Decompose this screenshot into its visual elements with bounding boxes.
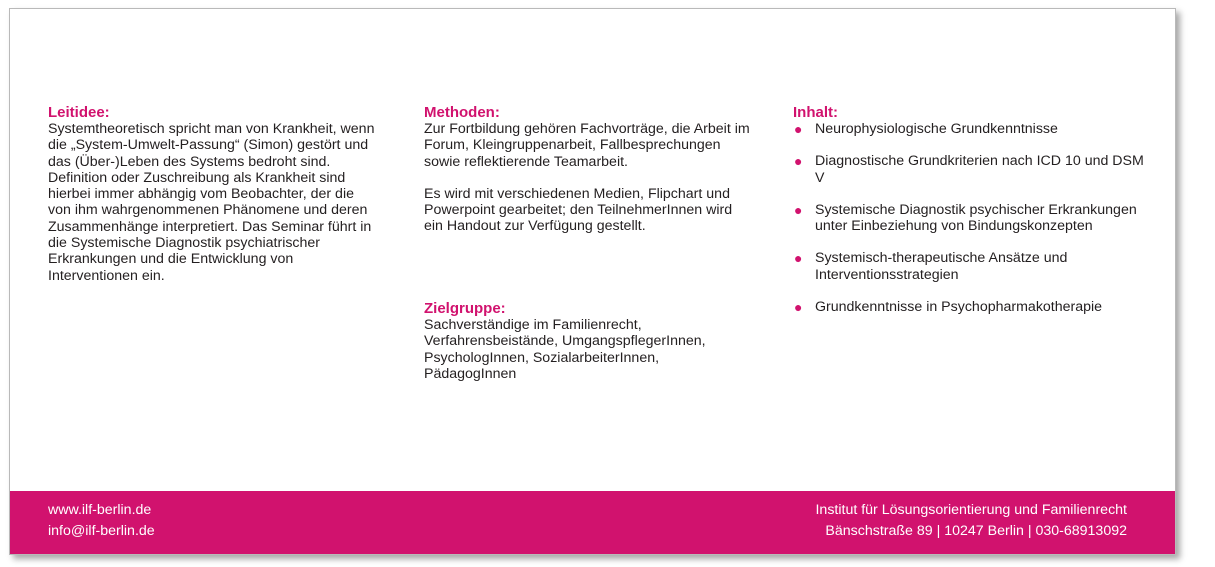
- institute-name: Institut für Lösungsorientierung und Familienrecht: [815, 502, 1127, 518]
- footer-address-block: [815, 500, 1127, 542]
- bullet-icon: ●: [794, 153, 803, 170]
- inhalt-section: [793, 105, 1153, 331]
- bullet-icon: ●: [794, 201, 803, 218]
- leitidee-text: Systemtheoretisch spricht man von Krankheit, wenn die „System-Umwelt-Passung“ (Simon) gestört und das (Über-)Leben des Systems bedroht sind. Definition oder Zuschreibung als Krankheit sind hierbei immer abhängig vom Beobachter, der die von ihm wahrgenommenen Phänomene und deren Zusammenhänge interpretiert. Das Seminar führt in die Systemische Diagnostik psychiatrischer Erkrankungen und die Entwicklung von Interventionen ein.: [48, 121, 375, 284]
- list-item-text: Systemische Diagnostik psychischer Erkrankungen unter Einbeziehung von Bindungskonzepten: [815, 201, 1137, 235]
- list-item-text: Neurophysiologische Grundkenntnisse: [815, 121, 1058, 137]
- zielgruppe-text: Sachverständige im Familienrecht, Verfahrensbeistände, UmgangspflegerInnen, PsychologInnen, SozialarbeiterInnen, PädagogInnen: [424, 317, 706, 382]
- leitidee-heading: Leitidee:: [48, 104, 110, 121]
- bullet-icon: ●: [794, 121, 803, 137]
- list-item-text: Diagnostische Grundkriterien nach ICD 10 und DSM V: [815, 153, 1144, 186]
- institute-address: Bänschstraße 89 | 10247 Berlin | 030-68913092: [825, 523, 1127, 539]
- email-link[interactable]: info@ilf-berlin.de: [48, 523, 155, 539]
- flyer-page: [9, 8, 1176, 555]
- inhalt-heading: Inhalt:: [793, 104, 838, 121]
- inhalt-list: [793, 121, 1153, 315]
- list-item: [793, 121, 1153, 137]
- list-item: [793, 202, 1153, 235]
- bullet-icon: ●: [794, 299, 803, 316]
- bullet-icon: ●: [794, 250, 803, 267]
- leitidee-section: [48, 105, 378, 284]
- methoden-paragraph-2: Es wird mit verschiedenen Medien, Flipchart und Powerpoint gearbeitet; den TeilnehmerInnen wird ein Handout zur Verfügung gestellt.: [424, 185, 733, 235]
- list-item-text: Systemisch-therapeutische Ansätze und Interventionsstrategien: [815, 250, 1068, 283]
- list-item: [793, 250, 1153, 283]
- website-link[interactable]: www.ilf-berlin.de: [48, 502, 152, 518]
- methoden-heading: Methoden:: [424, 104, 500, 121]
- list-item-text: Grundkenntnisse in Psychopharmakotherapie: [815, 299, 1103, 316]
- zielgruppe-heading: Zielgruppe:: [424, 300, 506, 317]
- list-item: [793, 153, 1153, 186]
- methoden-paragraph-1: Zur Fortbildung gehören Fachvorträge, die Arbeit im Forum, Kleingruppenarbeit, Fallbesprechungen sowie reflektierende Teamarbeit.: [424, 121, 750, 170]
- list-item: [793, 299, 1153, 315]
- footer-contact: [48, 500, 155, 542]
- footer-bar: [10, 491, 1175, 554]
- methoden-section: [424, 105, 754, 235]
- zielgruppe-section: [424, 301, 754, 382]
